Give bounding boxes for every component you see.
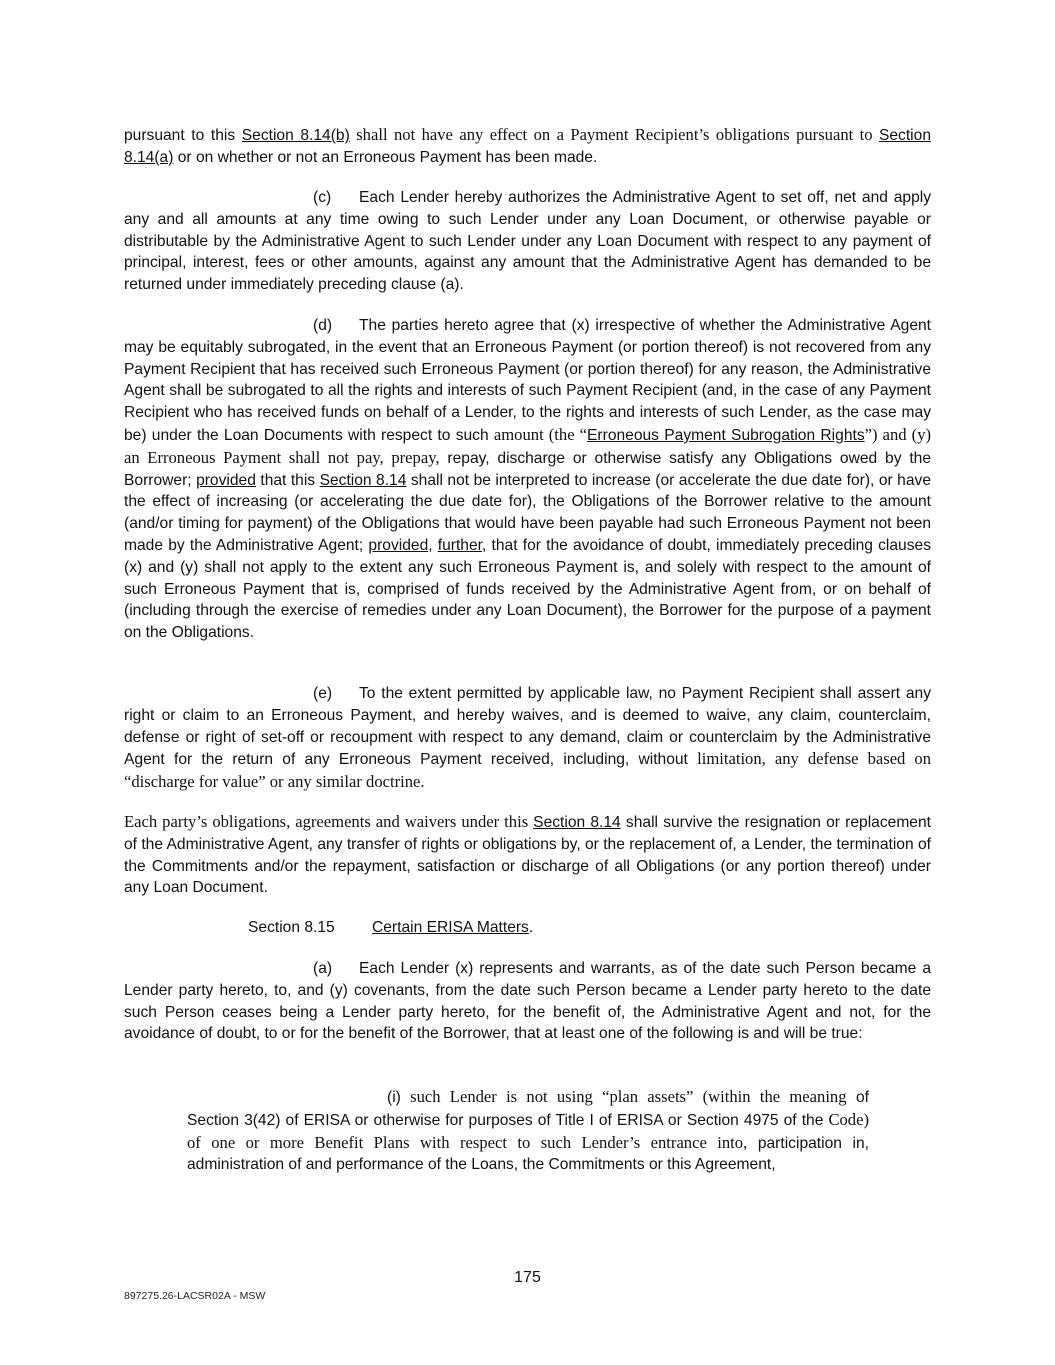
- text: pursuant to this: [124, 127, 242, 144]
- section-heading: [248, 917, 533, 939]
- section-reference: Section 8.14(b): [241, 127, 350, 144]
- text: shall not be interpreted to increase (or accelerate the due date for), or have the effect of increasing (or accelerating the due date for), the Obligations of the Borrower relative to the amount (and/or timing for payment) of the Obligations that would have been payable had such Erroneous Payment not been made by the Administrative Agent;: [124, 471, 931, 554]
- section-reference: Section 8.14: [533, 814, 621, 831]
- text: repay, discharge or otherwise satisfy any Obligations owed by the Borrower;: [124, 449, 931, 489]
- paragraph-a: [124, 958, 931, 1045]
- text: participation in, administration of and performance of the Loans, the Commitments or this Agreement,: [187, 1134, 870, 1174]
- paragraph-survival: [124, 811, 931, 899]
- text: of Section 3(42) of ERISA or otherwise for purposes of Title I of ERISA or Section 4975 of the: [187, 1089, 869, 1129]
- clause-label: (d): [313, 317, 333, 334]
- paragraph-c: [124, 187, 931, 296]
- text: such Lender is not using “plan assets” (within the meaning: [400, 1087, 847, 1106]
- clause-text: Each Lender (x) represents and warrants, as of the date such Person became a Lender party hereto, to, and (y) covenants, from the date such Person became a Lender party hereto to the date such Person ceases being a Lender party hereto, for the benefit of, the Administrative Agent and not, for the avoidance of doubt, to or for the benefit of the Borrower, that at least one of the following is and will be true:: [124, 960, 931, 1043]
- text: shall not have any effect on a Payment Recipient’s obligations pursuant to: [349, 125, 879, 144]
- proviso: provided: [196, 471, 256, 489]
- clause-text: Each Lender hereby authorizes the Administrative Agent to set off, net and apply any and all amounts at any time owing to such Lender under any Loan Document, or otherwise payable or distributable by the Administrative Agent to such Lender under any Loan Document with respect to any payment of principal, interest, fees or other amounts, against any amount that the Administrative Agent has demanded to be returned under immediately preceding clause (a).: [124, 189, 931, 294]
- text: shall survive the resignation or replacement of the Administrative Agent, any transfer of rights or obligations by, or the replacement of, a Lender, the termination of the Commitments and/or the repayment, satisfaction or discharge of all Obligations (or any portion thereof) under any Loan Document.: [124, 814, 931, 897]
- proviso: further: [437, 536, 482, 554]
- text: limitation, any defense based on “discharge for value” or any similar doctrine.: [124, 749, 932, 792]
- clause-label: (i): [387, 1089, 401, 1106]
- text: Each party’s obligations, agreements and waivers under this: [124, 812, 534, 831]
- section-reference: Section 8.14(a): [124, 127, 931, 166]
- clause-text: To the extent permitted by applicable law, no Payment Recipient shall assert any right or claim to an Erroneous Payment, and hereby waives, and is deemed to waive, any claim, counterclaim, defense or right of set-off or recoupment with respect to any demand, claim or counterclaim by the Administrative Agent for the return of any Erroneous Payment received, including, without: [124, 685, 931, 769]
- section-title: Certain ERISA Matters: [372, 919, 529, 936]
- defined-term: Erroneous Payment Subrogation Rights: [587, 426, 865, 444]
- clause-text: The parties hereto agree that (x) irrespective of whether the Administrative Agent may be equitably subrogated, in the event that an Erroneous Payment (or portion thereof) is not recovered from any Payment Recipient that has received such Erroneous Payment (or portion thereof) for any reason, the Administrative Agent shall be subrogated to all the rights and interests of such Payment Recipient (and, in the case of any Payment Recipient who has received funds on behalf of a Lender, to the rights and interests of such Lender, as the case may be) under the Loan Documents with respect to such: [124, 317, 931, 444]
- document-footer-id: 897275.26-LACSR02A - MSW: [124, 1290, 266, 1302]
- text: ,: [428, 536, 438, 554]
- text: Code) of one or more Benefit Plans with respect to such Lender’s entrance into,: [187, 1109, 869, 1152]
- paragraph-i: [187, 1086, 869, 1176]
- proviso: provided: [368, 536, 429, 554]
- text: or on whether or not an Erroneous Payment has been made.: [173, 148, 598, 166]
- text: amount (the “: [493, 424, 588, 444]
- text: , that for the avoidance of doubt, immediately preceding clauses (x) and (y) shall not apply to the extent any such Erroneous Payment is, and solely with respect to the amount of such Erroneous Payment that is, comprised of funds received by the Administrative Agent from, or on behalf of (including through the exercise of remedies under any Loan Document), the Borrower for the purpose of a payment on the Obligations.: [124, 536, 931, 642]
- paragraph-continuation: [124, 124, 931, 169]
- section-number: Section 8.15: [248, 919, 335, 936]
- clause-label: (a): [313, 960, 333, 977]
- page-number: 175: [514, 1269, 541, 1286]
- section-reference: Section 8.14: [319, 471, 407, 489]
- paragraph-d: [124, 315, 931, 644]
- clause-label: (e): [313, 685, 333, 702]
- text: that this: [255, 471, 320, 489]
- text: .: [528, 919, 534, 936]
- paragraph-e: [124, 683, 931, 794]
- text: ”) and (y) an Erroneous Payment shall not pay, prepay,: [124, 424, 932, 467]
- clause-label: (c): [313, 189, 332, 206]
